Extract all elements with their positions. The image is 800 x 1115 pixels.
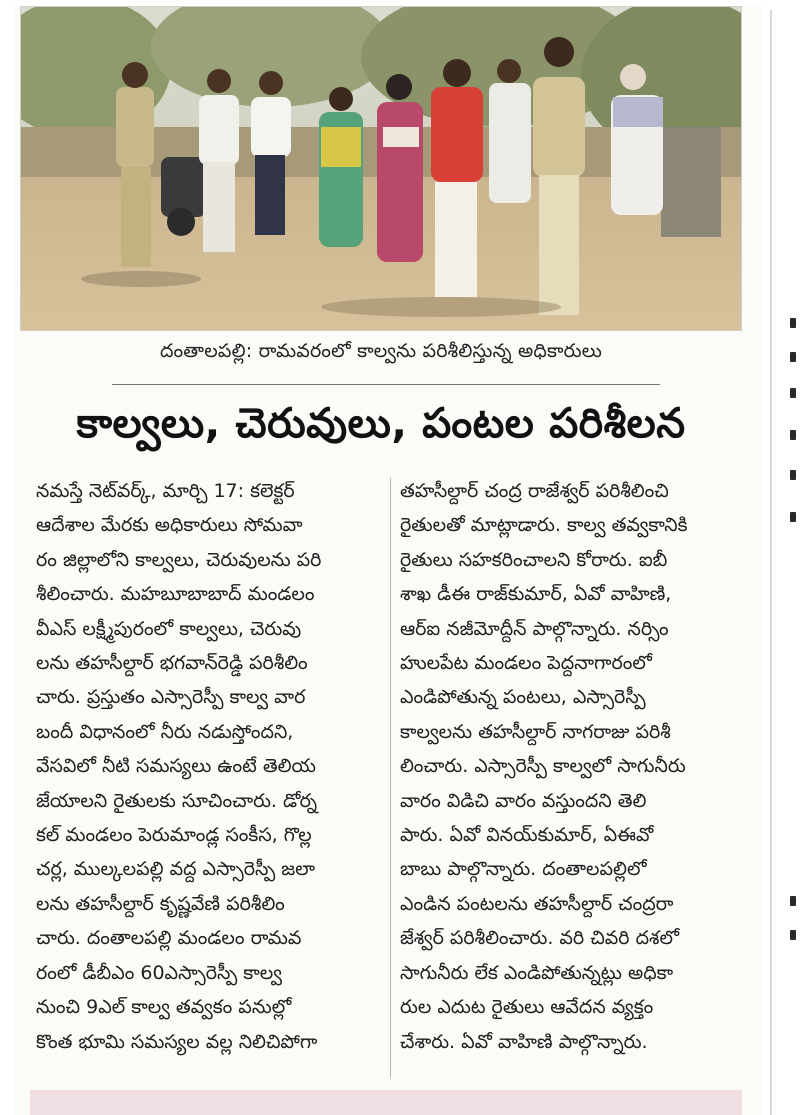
article-line: వీఎస్‌ లక్ష్మీపురంలో కాల్వలు, చెరువు [36,617,302,640]
adjacent-page-edge [786,0,800,1115]
article-line: లించారు. ఎస్సారెస్పీ కాల్వలో సాగునీరు [400,755,686,778]
article-line: ఎండిన పంటలను తహసీల్దార్‌ చంద్రరా [400,892,674,915]
article-line: నమస్తే నెట్‌వర్క్‌, మార్చి 17: కలెక్టర్‌ [36,480,295,502]
article-line: వారం విడిచి వారం వస్తుందని తెలి [400,789,647,812]
article-line: లను తహసీల్దార్‌ కృష్ణవేణి పరిశీలిం [36,892,285,915]
article-line: రుల ఎదుట రైతులు ఆవేదన వ్యక్తం [400,996,654,1019]
column-divider [390,478,391,1078]
article-line: లను తహసీల్దార్‌ భగవాన్‌రెడ్డి పరిశీలిం [36,652,308,675]
article-line: తహసీల్దార్‌ చంద్ర రాజేశ్వర్‌ పరిశీలించి [400,480,669,502]
article-line: చేశారు. ఏవో వాహిణి పాల్గొన్నారు. [400,1030,648,1053]
headline: కాల్వలు, చెరువులు, పంటల పరిశీలన [76,399,686,447]
news-photo [20,6,742,331]
next-article-band [30,1090,742,1115]
article-line: హులపేట మండలం పెద్దనాగారంలో [400,652,652,675]
article-line: చారు. ప్రస్తుతం ఎస్సారెస్పీ కాల్వ వార [36,686,306,709]
article-line: కల్‌ మండలం పెరుమాండ్ల సంకీస, గొల్ల [36,824,312,847]
article-column-right [400,474,746,1059]
article-line: చర్ల, ముల్కలపల్లి వద్ద ఎస్సారెస్పీ జలా [36,858,316,881]
caption-divider [112,384,660,385]
article-line: శాఖ డీఈ రాజ్‌కుమార్‌, ఏవో వాహిణి, [400,583,672,606]
article-line: బందీ విధానంలో నీరు నడుస్తోందని, [36,720,294,743]
article-line: శీలించారు. మహబూబాబాద్‌ మండలం [36,583,315,606]
article-line: సాగునీరు లేక ఎండిపోతున్నట్లు అధికా [400,961,674,984]
page-divider [770,10,772,1115]
article-line: జేశ్వర్‌ పరిశీలించారు. వరి చివరి దశలో [400,927,680,950]
article-line: రైతులు సహకరించాలని కోరారు. ఐబీ [400,548,668,571]
article-line: బాబు పాల్గొన్నారు. దంతాలపల్లిలో [400,858,647,881]
photo-caption: దంతాలపల్లి: రామవరంలో కాల్వను పరిశీలిస్తున్న అధికారులు [160,340,602,362]
article-line: కొంత భూమి సమస్యల వల్ల నిలిచిపోగా [36,1030,318,1053]
article-line: నుంచి 9ఎల్‌ కాల్వ తవ్వకం పనుల్లో [36,996,292,1019]
article-line: పారు. ఏవో వినయ్‌కుమార్‌, ఏఈవో [400,824,654,847]
article-line: ఎండిపోతున్న పంటలు, ఎస్సారెస్పీ [400,686,646,709]
article-line: వేసవిలో నీటి సమస్యలు ఉంటే తెలియ [36,755,316,778]
article-line: కాల్వలను తహసీల్దార్‌ నాగరాజు పరిశీ [400,720,671,743]
article-line: రైతులతో మాట్లాడారు. కాల్వ తవ్వకానికి [400,514,688,537]
article-line: రంలో డీబీఎం 60ఎస్సారెస్పీ కాల్వ [36,961,282,984]
article-line: ఆర్‌ఐ నజీమోద్దీన్‌ పాల్గొన్నారు. నర్సిం [400,617,669,640]
article-column-left [36,474,382,1059]
article-line: చారు. దంతాలపల్లి మండలం రామవ [36,927,302,950]
article-line: జేయాలని రైతులకు సూచించారు. డోర్న [36,789,318,812]
article-line: రం జిల్లాలోని కాల్వలు, చెరువులను పరి [36,548,322,571]
article-line: ఆదేశాల మేరకు అధికారులు సోమవా [36,514,303,537]
